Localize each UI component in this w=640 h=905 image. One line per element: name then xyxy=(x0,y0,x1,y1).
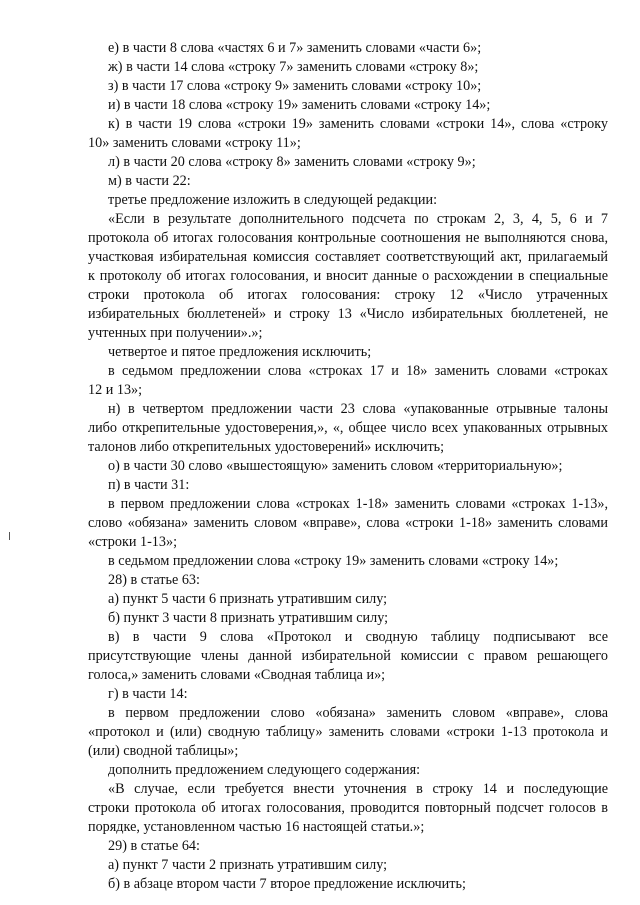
text-line: и) в части 18 слова «строку 19» заменить словами «строку 14»; xyxy=(108,97,491,113)
text-line: «Если в результате дополнительного подсчета по строкам 2, 3, 4, 5, 6 и 7 xyxy=(108,211,608,227)
text-line: н) в четвертом предложении части 23 слова «упакованные отрывные талоны xyxy=(108,401,608,417)
text-line: в первом предложении слово «обязана» заменить словом «вправе», слова xyxy=(108,705,608,721)
text-line: в первом предложении слова «строках 1-18» заменить словами «строках 1-13», xyxy=(108,496,608,512)
text-line: з) в части 17 слова «строку 9» заменить словами «строку 10»; xyxy=(108,78,482,94)
text-line: 12 и 13»; xyxy=(88,382,143,398)
text-line: четвертое и пятое предложения исключить; xyxy=(108,344,372,360)
text-line: 29) в статье 64: xyxy=(108,838,200,854)
text-line: б) пункт 3 части 8 признать утратившим силу; xyxy=(108,610,389,626)
text-line: избирательных бюллетеней» и строку 13 «Число избирательных бюллетеней, не xyxy=(88,306,608,322)
margin-mark xyxy=(9,532,10,540)
text-line: в) в части 9 слова «Протокол и сводную таблицу подписывают все xyxy=(108,629,608,645)
text-line: талонов либо открепительных удостоверений» исключить; xyxy=(88,439,445,455)
text-line: либо открепительные удостоверения,», «, общее число всех упакованных отрывных xyxy=(88,420,608,436)
text-line: слово «обязана» заменить словом «вправе», слова «строки 1-18» заменить словами xyxy=(88,515,608,531)
text-line: голоса,» заменить словами «Сводная таблица и»; xyxy=(88,667,386,683)
text-line: в седьмом предложении слова «строку 19» заменить словами «строку 14»; xyxy=(108,553,559,569)
text-line: 28) в статье 63: xyxy=(108,572,200,588)
text-line: л) в части 20 слова «строку 8» заменить словами «строку 9»; xyxy=(108,154,476,170)
text-line: е) в части 8 слова «частях 6 и 7» заменить словами «части 6»; xyxy=(108,40,482,56)
text-line: в седьмом предложении слова «строках 17 и 18» заменить словами «строках xyxy=(108,363,608,379)
text-line: учтенных при получении».»; xyxy=(88,325,263,341)
text-line: ж) в части 14 слова «строку 7» заменить словами «строку 8»; xyxy=(108,59,479,75)
text-line: третье предложение изложить в следующей редакции: xyxy=(108,192,438,208)
text-line: о) в части 30 слово «вышестоящую» заменить словом «территориальную»; xyxy=(108,458,563,474)
text-line: дополнить предложением следующего содержания: xyxy=(108,762,421,778)
text-line: строки протокола об итогах голосования, проводится повторный подсчет голосов в xyxy=(88,800,608,816)
text-line: 10» заменить словами «строку 11»; xyxy=(88,135,301,151)
text-line: к протоколу об итогах голосования, и вносит данные о расхождении в специальные xyxy=(88,268,608,284)
text-line: а) пункт 5 части 6 признать утратившим силу; xyxy=(108,591,388,607)
text-line: м) в части 22: xyxy=(108,173,191,189)
text-line: к) в части 19 слова «строки 19» заменить словами «строки 14», слова «строку xyxy=(108,116,608,132)
text-line: п) в части 31: xyxy=(108,477,190,493)
text-line: присутствующие члены данной избирательной комиссии с правом решающего xyxy=(88,648,608,664)
text-line: а) пункт 7 части 2 признать утратившим силу; xyxy=(108,857,388,873)
text-line: участковая избирательная комиссия составляет соответствующий акт, прилагаемый xyxy=(88,249,608,265)
text-line: (или) сводной таблицы»; xyxy=(88,743,239,759)
text-line: г) в части 14: xyxy=(108,686,188,702)
text-line: «протокол и (или) сводную таблицу» заменить словами «строки 1-13 протокола и xyxy=(88,724,608,740)
text-line: протокола об итогах голосования контрольные соотношения не выполняются снова, xyxy=(88,230,608,246)
text-line: строки протокола об итогах голосования: строку 12 «Число утраченных xyxy=(88,287,608,303)
text-line: «В случае, если требуется внести уточнения в строку 14 и последующие xyxy=(108,781,608,797)
text-line: б) в абзаце втором части 7 второе предложение исключить; xyxy=(108,876,466,892)
text-line: порядке, установленном частью 16 настоящей статьи.»; xyxy=(88,819,425,835)
text-line: «строки 1-13»; xyxy=(88,534,178,550)
